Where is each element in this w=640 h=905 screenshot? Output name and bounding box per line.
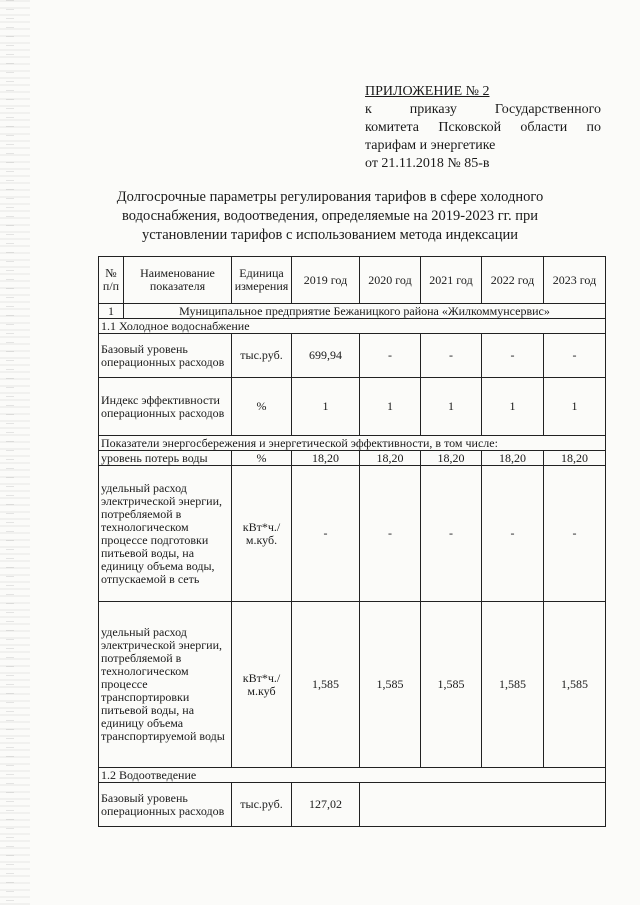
title-line-1: Долгосрочные параметры регулирования тарифов в сфере холодного (116, 189, 544, 205)
table-row (99, 783, 606, 827)
cell-2021: 1 (421, 378, 482, 436)
header-2021: 2021 год (421, 257, 482, 304)
appendix-block (365, 83, 601, 173)
row-unit: % (232, 378, 292, 436)
appendix-line-4: от 21.11.2018 № 85-в (365, 156, 490, 171)
parameters-table (98, 256, 606, 827)
cell-2023: 1,585 (544, 602, 606, 768)
document-title (110, 188, 550, 245)
scan-edge (0, 0, 30, 905)
table-header-row (99, 257, 606, 304)
scan-binding-marks (6, 0, 14, 905)
section-wastewater: 1.2 Водоотведение (99, 768, 606, 783)
table-row (99, 334, 606, 378)
cell-2019: 1,585 (292, 602, 360, 768)
row-unit: кВт*ч./м.куб. (232, 466, 292, 602)
header-unit: Единица измерения (232, 257, 292, 304)
cell-2020: 1 (360, 378, 421, 436)
section-row (99, 319, 606, 334)
row-name: удельный расход электрической энергии, потребляемой в технологическом процессе транспортировки питьевой воды, на единицу объема транспортируемой воды (99, 602, 232, 768)
row-unit: тыс.руб. (232, 334, 292, 378)
cell-2022: - (482, 334, 544, 378)
header-2020: 2020 год (360, 257, 421, 304)
cell-2021: 1,585 (421, 602, 482, 768)
title-line-3: установлении тарифов с использованием метода индексации (142, 227, 518, 243)
cell-2020: 18,20 (360, 451, 421, 466)
cell-2022: - (482, 466, 544, 602)
cell-2019: 18,20 (292, 451, 360, 466)
header-name: Наименование показателя (124, 257, 232, 304)
header-num: № п/п (99, 257, 124, 304)
org-row (99, 304, 606, 319)
cell-2019: - (292, 466, 360, 602)
section-cold-water: 1.1 Холодное водоснабжение (99, 319, 606, 334)
row-name: Базовый уровень операционных расходов (99, 783, 232, 827)
row-unit: тыс.руб. (232, 783, 292, 827)
empty-cell (360, 783, 606, 827)
section-row (99, 436, 606, 451)
cell-2023: 18,20 (544, 451, 606, 466)
header-2023: 2023 год (544, 257, 606, 304)
row-name: Индекс эффективности операционных расходов (99, 378, 232, 436)
cell-2021: - (421, 466, 482, 602)
cell-2020: - (360, 466, 421, 602)
row-name: Базовый уровень операционных расходов (99, 334, 232, 378)
table-row (99, 451, 606, 466)
row-unit: кВт*ч./м.куб (232, 602, 292, 768)
org-num: 1 (99, 304, 124, 319)
row-name: удельный расход электрической энергии, потребляемой в технологическом процессе подготовки питьевой воды, на единицу объема воды, отпускаемой в сеть (99, 466, 232, 602)
appendix-line-3: тарифам и энергетике (365, 138, 496, 153)
cell-2022: 1,585 (482, 602, 544, 768)
table-row (99, 466, 606, 602)
appendix-line-1: к приказу Государственного (365, 102, 601, 117)
cell-2019: 1 (292, 378, 360, 436)
cell-2023: - (544, 466, 606, 602)
cell-2021: 18,20 (421, 451, 482, 466)
row-unit: % (232, 451, 292, 466)
section-energy: Показатели энергосбережения и энергетической эффективности, в том числе: (99, 436, 606, 451)
row-name: уровень потерь воды (99, 451, 232, 466)
cell-2023: - (544, 334, 606, 378)
cell-2022: 1 (482, 378, 544, 436)
cell-2020: - (360, 334, 421, 378)
cell-2023: 1 (544, 378, 606, 436)
org-name: Муниципальное предприятие Бежаницкого района «Жилкоммунсервис» (124, 304, 606, 319)
cell-2019: 699,94 (292, 334, 360, 378)
header-2022: 2022 год (482, 257, 544, 304)
table-row (99, 378, 606, 436)
appendix-line-2: комитета Псковской области по (365, 120, 601, 135)
section-row (99, 768, 606, 783)
appendix-heading: ПРИЛОЖЕНИЕ № 2 (365, 84, 490, 99)
cell-2020: 1,585 (360, 602, 421, 768)
header-2019: 2019 год (292, 257, 360, 304)
table-row (99, 602, 606, 768)
title-line-2: водоснабжения, водоотведения, определяемые на 2019-2023 гг. при (122, 208, 538, 224)
cell-2019: 127,02 (292, 783, 360, 827)
cell-2022: 18,20 (482, 451, 544, 466)
cell-2021: - (421, 334, 482, 378)
